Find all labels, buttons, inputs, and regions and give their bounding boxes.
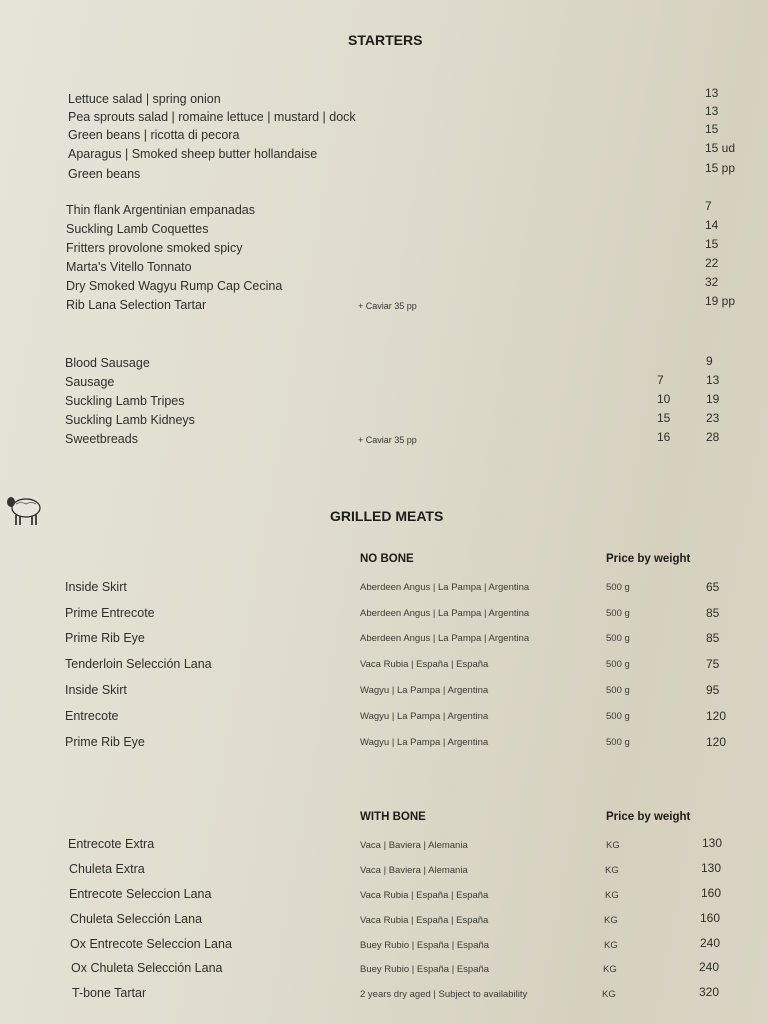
meat-origin: Vaca Rubia | España | España [360, 890, 489, 901]
menu-item-price: 15 [705, 237, 719, 251]
meat-name: T-bone Tartar [72, 986, 147, 1000]
meat-price: 130 [701, 861, 722, 875]
meat-weight: 500 g [606, 711, 630, 722]
meat-origin: Wagyu | La Pampa | Argentina [360, 685, 489, 696]
meat-weight: KG [604, 940, 618, 951]
meat-price: 160 [700, 911, 721, 925]
meat-price: 75 [706, 657, 720, 671]
menu-item-price: 13 [705, 86, 719, 100]
menu-item-half-price: 7 [657, 373, 664, 387]
menu-item-name: Dry Smoked Wagyu Rump Cap Cecina [66, 279, 283, 293]
meat-weight: KG [606, 840, 620, 851]
meat-price: 85 [706, 606, 720, 620]
meat-price: 240 [699, 960, 720, 974]
no-bone-weight-header: Price by weight [606, 553, 691, 565]
meat-name: Chuleta Selección Lana [70, 912, 203, 926]
meat-price: 65 [706, 580, 720, 594]
grilled-meats-title: GRILLED MEATS [330, 508, 444, 524]
meat-origin: Wagyu | La Pampa | Argentina [360, 737, 489, 748]
meat-price: 120 [706, 709, 727, 723]
meat-name: Entrecote Extra [68, 837, 155, 851]
menu-item-price: 15 ud [705, 141, 736, 155]
meat-name: Ox Entrecote Seleccion Lana [70, 937, 232, 951]
menu-item-name: Blood Sausage [65, 356, 150, 370]
menu-item-note: + Caviar 35 pp [358, 301, 417, 311]
meat-origin: Vaca Rubia | España | España [360, 659, 489, 670]
meat-weight: KG [603, 964, 617, 975]
meat-origin: 2 years dry aged | Subject to availability [360, 989, 528, 1000]
menu-item-name: Fritters provolone smoked spicy [66, 241, 243, 255]
meat-origin: Aberdeen Angus | La Pampa | Argentina [360, 582, 530, 593]
menu-item-name: Suckling Lamb Coquettes [66, 222, 209, 236]
meat-origin: Vaca | Baviera | Alemania [360, 840, 468, 851]
menu-item-price: 22 [705, 256, 719, 270]
menu-item-price: 7 [705, 199, 712, 213]
meat-name: Inside Skirt [65, 580, 127, 594]
with-bone-weight-header: Price by weight [606, 811, 691, 823]
menu-item-name: Suckling Lamb Kidneys [65, 413, 195, 427]
meat-weight: 500 g [606, 633, 630, 644]
starters-title: STARTERS [348, 32, 423, 48]
meat-weight: 500 g [606, 685, 630, 696]
meat-weight: KG [602, 989, 616, 1000]
menu-item-name: Sweetbreads [65, 432, 138, 446]
meat-name: Prime Entrecote [65, 606, 155, 620]
menu-item-name: Green beans [68, 167, 141, 181]
menu-item-name: Marta's Vitello Tonnato [66, 260, 192, 274]
meat-origin: Aberdeen Angus | La Pampa | Argentina [360, 633, 530, 644]
menu-item-note: + Caviar 35 pp [358, 435, 417, 445]
meat-origin: Vaca Rubia | España | España [360, 915, 489, 926]
meat-weight: 500 g [606, 608, 630, 619]
meat-price: 95 [706, 683, 720, 697]
no-bone-header: NO BONE [360, 553, 414, 565]
menu-item-half-price: 10 [657, 392, 671, 406]
menu-item-name: Aparagus | Smoked sheep butter hollandaise [68, 147, 318, 161]
meat-name: Inside Skirt [65, 683, 127, 697]
meat-origin: Aberdeen Angus | La Pampa | Argentina [360, 608, 530, 619]
meat-name: Tenderloin Selección Lana [65, 657, 212, 671]
meat-weight: KG [604, 915, 618, 926]
menu-item-half-price: 15 [657, 411, 671, 425]
meat-weight: 500 g [606, 582, 630, 593]
meat-weight: KG [605, 890, 619, 901]
meat-price: 120 [706, 735, 727, 749]
menu-item-name: Lettuce salad | spring onion [68, 92, 221, 106]
meat-weight: 500 g [606, 659, 630, 670]
menu-item-price: 32 [705, 275, 719, 289]
menu-item-half-price: 16 [657, 430, 671, 444]
meat-name: Ox Chuleta Selección Lana [71, 961, 223, 975]
meat-price: 320 [699, 985, 720, 999]
meat-weight: KG [605, 865, 619, 876]
meat-origin: Buey Rubio | España | España [360, 964, 490, 975]
menu-item-price: 15 [705, 122, 719, 136]
meat-name: Entrecote Seleccion Lana [69, 887, 212, 901]
meat-name: Prime Rib Eye [65, 735, 145, 749]
with-bone-header: WITH BONE [360, 811, 426, 823]
meat-name: Entrecote [65, 709, 119, 723]
sheep-icon [4, 488, 44, 528]
menu-item-price: 15 pp [705, 161, 736, 175]
meat-name: Chuleta Extra [69, 862, 145, 876]
meat-origin: Vaca | Baviera | Alemania [360, 865, 468, 876]
meat-name: Prime Rib Eye [65, 631, 145, 645]
menu-item-price: 23 [706, 411, 720, 425]
menu-item-price: 19 pp [705, 294, 736, 308]
menu-item-name: Suckling Lamb Tripes [65, 394, 185, 408]
meat-price: 160 [701, 886, 722, 900]
meat-price: 130 [702, 836, 723, 850]
menu-item-price: 13 [705, 104, 719, 118]
menu-item-name: Green beans | ricotta di pecora [68, 128, 240, 142]
menu-item-name: Sausage [65, 375, 115, 389]
menu-item-price: 19 [706, 392, 720, 406]
meat-price: 240 [700, 936, 721, 950]
meat-origin: Wagyu | La Pampa | Argentina [360, 711, 489, 722]
meat-origin: Buey Rubio | España | España [360, 940, 490, 951]
menu-item-price: 9 [706, 354, 713, 368]
menu-item-price: 14 [705, 218, 719, 232]
menu-item-name: Pea sprouts salad | romaine lettuce | mustard | dock [68, 110, 356, 124]
menu-item-name: Rib Lana Selection Tartar [66, 298, 207, 312]
meat-price: 85 [706, 631, 720, 645]
menu-item-price: 13 [706, 373, 720, 387]
meat-weight: 500 g [606, 737, 630, 748]
menu-item-price: 28 [706, 430, 720, 444]
menu-item-name: Thin flank Argentinian empanadas [66, 203, 256, 217]
